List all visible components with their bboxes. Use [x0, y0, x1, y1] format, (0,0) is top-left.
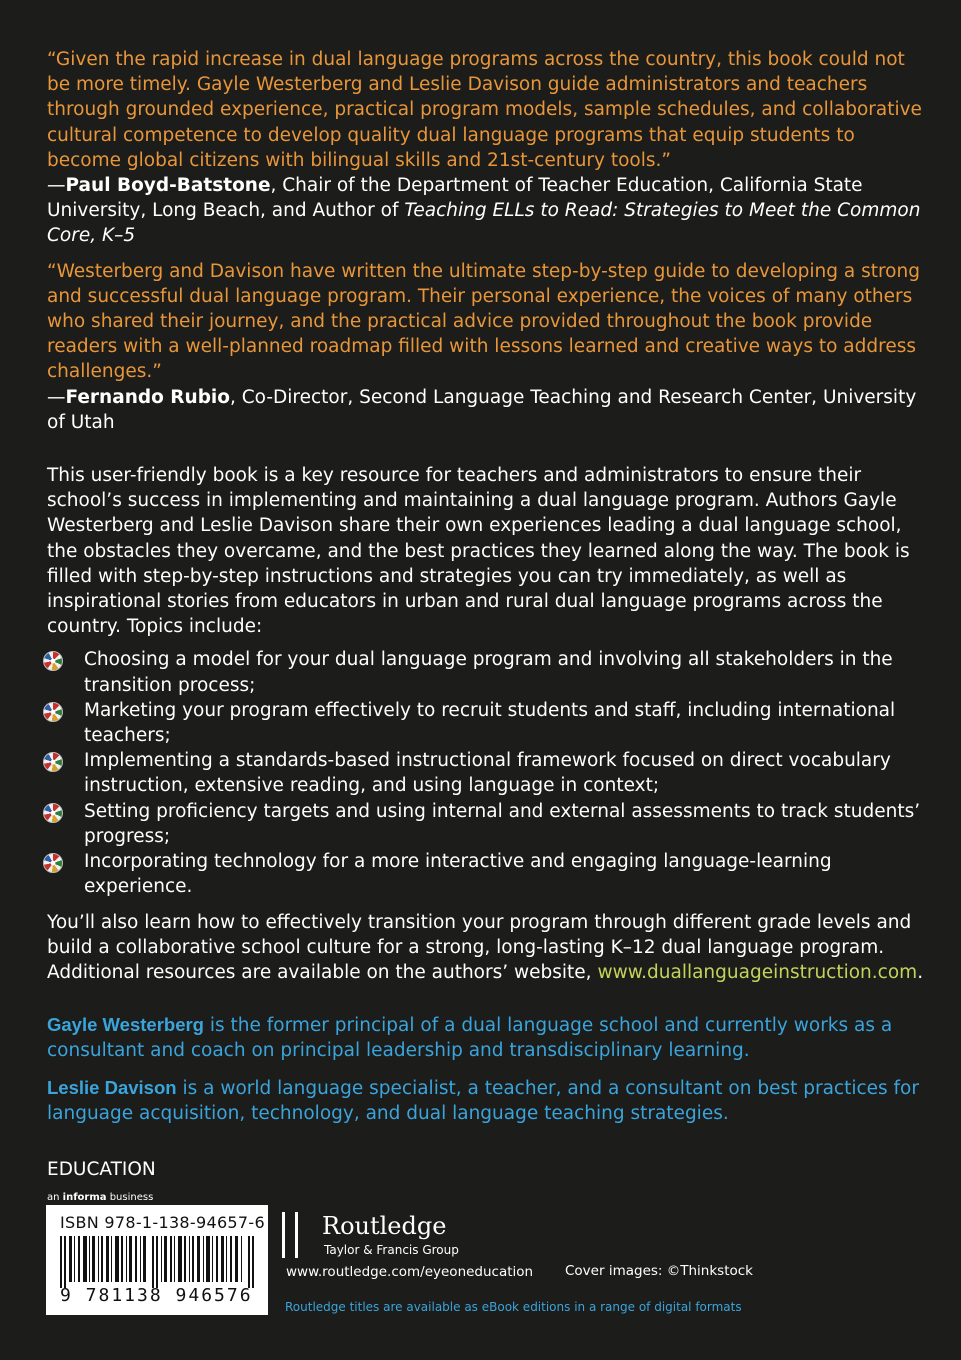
- topic-text: Incorporating technology for a more interactive and engaging language-learning experience.: [84, 851, 832, 898]
- author-role: , Co-Director, Second Language Teaching and Research Center, University of Utah: [47, 386, 917, 433]
- flag-globe-bullet-icon: [43, 651, 63, 671]
- topic-text: Setting proficiency targets and using internal and external assessments to track students’ progress;: [84, 800, 921, 847]
- topic-text: Implementing a standards-based instructional framework focused on direct vocabulary instruction, extensive reading, and using language in context;: [84, 750, 891, 797]
- flag-globe-bullet-icon: [43, 853, 63, 873]
- subject-category: EDUCATION: [47, 1158, 156, 1180]
- barcode-icon: [60, 1236, 256, 1288]
- back-cover-content: [47, 47, 927, 1182]
- author-role: , Chair of the Department of Teacher Education, California State University, Long Beach, and Author of: [47, 175, 863, 222]
- informa-brand: informa: [62, 1192, 107, 1203]
- list-item: [47, 698, 927, 748]
- topics-list: [47, 647, 927, 899]
- website-link[interactable]: www.duallanguageinstruction.com: [597, 961, 918, 983]
- informa-suffix: business: [106, 1192, 154, 1203]
- isbn-barcode: [46, 1205, 268, 1315]
- ebook-availability-note: Routledge titles are available as eBook editions in a range of digital formats: [285, 1300, 742, 1314]
- attribution-dash: —: [47, 386, 66, 408]
- list-item: [47, 647, 927, 697]
- endorsement-quote-2: [47, 259, 927, 435]
- bio-author-name: Leslie Davison: [47, 1076, 177, 1098]
- closing-text: You’ll also learn how to effectively transition your program through different grade levels and build a collaborative school culture for a strong, long-lasting K–12 dual language program. Additional resources are available on the authors’ website,: [47, 911, 912, 983]
- quote-text: “Westerberg and Davison have written the ultimate step-by-step guide to developing a strong and successful dual language program. Their personal experience, the voices of many others who shared their journey, and the practical advice provided throughout the book provide readers with a well-planned roadmap filled with lessons learned and creative ways to address challenges.”: [47, 260, 920, 383]
- closing-period: .: [917, 961, 924, 983]
- author-bio-1: [47, 1012, 927, 1063]
- topic-text: Marketing your program effectively to recruit students and staff, including international teachers;: [84, 699, 896, 747]
- endorsement-quote-1: [47, 47, 927, 249]
- bio-text: is a world language specialist, a teacher, and a consultant on best practices for language acquisition, technology, and dual language teaching strategies.: [47, 1077, 919, 1124]
- topic-text: Choosing a model for your dual language program and involving all stakeholders in the transition process;: [84, 649, 893, 696]
- publisher-url[interactable]: www.routledge.com/eyeoneducation: [286, 1264, 534, 1280]
- author-book-title: Teaching ELLs to Read: Strategies to Meet the Common Core, K–5: [47, 200, 921, 247]
- barcode-number: 9 781138 946576: [60, 1285, 253, 1306]
- routledge-mark-icon: [282, 1212, 298, 1258]
- informa-prefix: an: [47, 1192, 63, 1203]
- bio-text: is the former principal of a dual language school and currently works as a consultant and coach on principal leadership and transdisciplinary learning.: [47, 1015, 893, 1062]
- list-item: [47, 748, 927, 798]
- quote-attribution: [47, 387, 916, 433]
- flag-globe-bullet-icon: [43, 752, 63, 772]
- bio-author-name: Gayle Westerberg: [47, 1014, 204, 1036]
- informa-business-label: [47, 1192, 153, 1203]
- list-item: [47, 849, 927, 899]
- quote-attribution: [47, 175, 920, 246]
- isbn-number: ISBN 978-1-138-94657-6: [60, 1213, 265, 1232]
- list-item: [47, 799, 927, 849]
- quote-text: “Given the rapid increase in dual language programs across the country, this book could not be more timely. Gayle Westerberg and Leslie Davison guide administrators and teachers through grounded experience, practical program models, sample schedules, and collaborative cultural competence to develop quality dual language programs that equip students to become global citizens with bilingual skills and 21st-century tools.”: [47, 49, 922, 171]
- attribution-dash: —: [47, 175, 66, 197]
- publisher-group: Taylor & Francis Group: [324, 1243, 459, 1257]
- quote-author: Paul Boyd-Batstone: [65, 175, 271, 197]
- quote-author: Fernando Rubio: [65, 386, 230, 408]
- book-description: This user-friendly book is a key resource for teachers and administrators to ensure their school’s success in implementing and maintaining a dual language program. Authors Gayle Westerberg and Leslie Davison share their own experiences leading a dual language school, the obstacles they overcame, and the best practices they learned along the way. The book is filled with step-by-step instructions and strategies you can try immediately, as well as inspirational stories from educators in urban and rural dual language programs across the country. Topics include:: [47, 465, 910, 638]
- publisher-name: Routledge: [322, 1212, 447, 1240]
- closing-paragraph: [47, 910, 927, 986]
- cover-image-credit: Cover images: ©Thinkstock: [565, 1263, 753, 1279]
- flag-globe-bullet-icon: [43, 702, 63, 722]
- author-bio-2: [47, 1075, 927, 1126]
- flag-globe-bullet-icon: [43, 803, 63, 823]
